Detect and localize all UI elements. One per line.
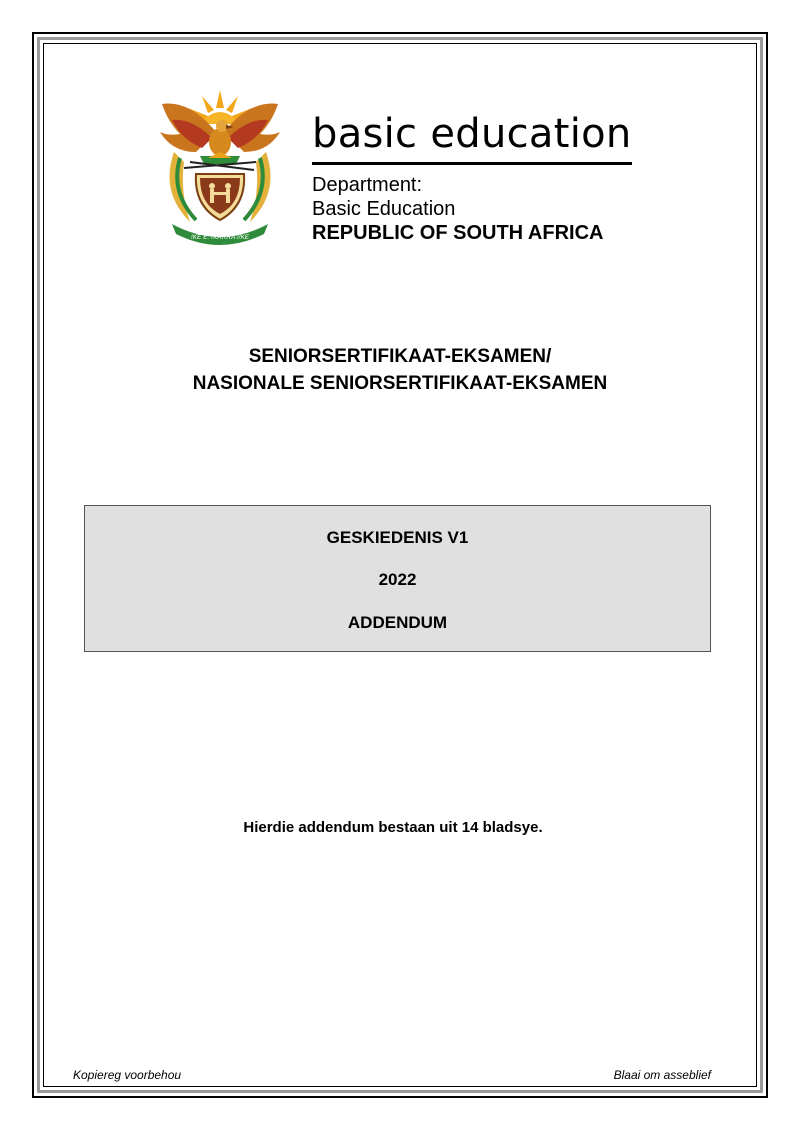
department-label: Department:: [312, 174, 423, 196]
footer-turn-page: Blaai om asseblief: [613, 1068, 711, 1082]
exam-title: [0, 343, 800, 397]
exam-title-line2: NASIONALE SENIORSERTIFIKAAT-EKSAMEN: [192, 373, 608, 394]
brand-title: basic education: [312, 110, 632, 165]
footer-copyright: Kopiereg voorbehou: [73, 1068, 182, 1082]
emblem-motto: !KE E: /XARRA //KE: [190, 234, 250, 241]
coat-of-arms-icon: [150, 82, 290, 247]
exam-year: 2022: [378, 570, 417, 589]
department-brand: [312, 110, 632, 245]
subject-name: GESKIEDENIS V1: [326, 528, 469, 547]
country-name: REPUBLIC OF SOUTH AFRICA: [312, 222, 604, 244]
department-name: Basic Education: [312, 198, 456, 220]
document-type: ADDENDUM: [347, 613, 448, 632]
subject-box: [84, 505, 711, 652]
exam-title-line1: SENIORSERTIFIKAAT-EKSAMEN/: [248, 346, 552, 367]
page-count-note: Hierdie addendum bestaan uit 14 bladsye.: [243, 819, 543, 836]
